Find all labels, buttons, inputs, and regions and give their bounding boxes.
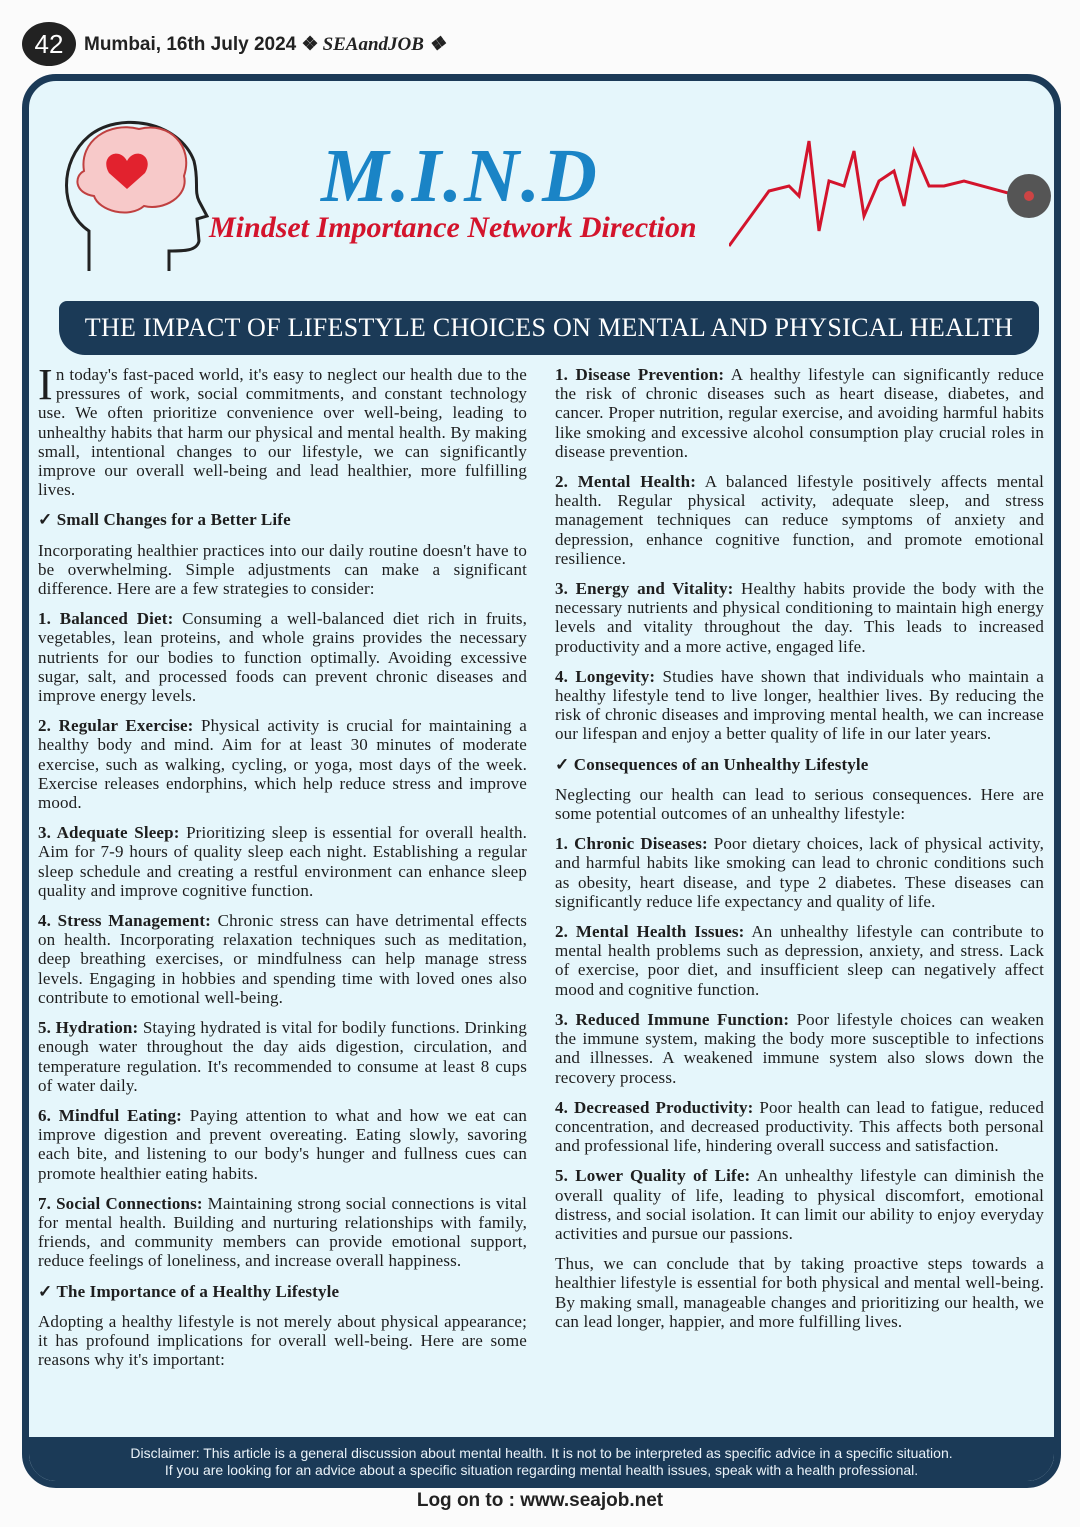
list-item: 4. Longevity: Studies have shown that individuals who maintain a healthy lifestyle tend to live longer, healthier lives. By reducing the risk of chronic diseases and improving mental health, we can increase our lifespan and enjoy a better quality of life in our later years. [555, 666, 1045, 744]
footer-link[interactable]: Log on to : www.seajob.net [416, 1490, 664, 1511]
left-column [38, 360, 528, 1380]
list-item: 1. Balanced Diet: Consuming a well-balanced diet rich in fruits, vegetables, lean proteins, and whole grains provides the necessary nutrients for our bodies to function optimally. Avoiding excessive sugar, salt, and processed foods can prevent chronic diseases and improve energy levels. [38, 609, 528, 706]
publication-brand: SEAandJOB ❖ [322, 33, 446, 55]
disclaimer [29, 1437, 1054, 1487]
disclaimer-line: If you are looking for an advice about a specific situation regarding mental health issues, speak with a health professional. [164, 1462, 919, 1478]
list-item: 5. Hydration: Staying hydrated is vital for bodily functions. Drinking enough water throughout the day aids digestion, circulation, and temperature regulation. It's recommended to consume at least 8 cups of water daily. [38, 1018, 527, 1095]
drop-cap: I [38, 360, 53, 409]
section-heading: ✓ Consequences of an Unhealthy Lifestyle [555, 754, 869, 774]
list-item: 3. Energy and Vitality: Healthy habits provide the body with the necessary nutrients and physical conditioning to maintain high energy levels and vitality throughout the day. This leads to increased productivity and a more active, engaged life. [555, 579, 1044, 656]
list-item: 5. Lower Quality of Life: An unhealthy lifestyle can diminish the overall quality of life, leading to physical discomfort, emotional distress, and social isolation. It can limit our ability to enjoy everyday activities and pursue our passions. [555, 1166, 1044, 1243]
list-item: 1. Disease Prevention: A healthy lifestyle can significantly reduce the risk of chronic diseases such as heart disease, diabetes, and cancer. Proper nutrition, regular exercise, and avoiding harmful habits like smoking and excessive alcohol consumption play crucial roles in disease prevention. [555, 365, 1044, 461]
list-item: 4. Stress Management: Chronic stress can have detrimental effects on health. Incorporating relaxation techniques such as meditation, deep breathing exercises, or mindfulness can help manage stress levels. Engaging in hobbies and spending time with loved ones also contribute to emotional well-being. [38, 911, 528, 1007]
section-intro: Adopting a healthy lifestyle is not merely about physical appearance; it has profound implications for overall well-being. Here are some reasons why it's important: [38, 1311, 527, 1370]
article-frame [22, 74, 1061, 1488]
disclaimer-line: Disclaimer: This article is a general discussion about mental health. It is not to be interpreted as specific advice in a specific situation. [130, 1445, 953, 1461]
list-item: 2. Mental Health Issues: An unhealthy lifestyle can contribute to mental health problems such as depression, anxiety, and stress. Lack of exercise, poor diet, and insufficient sleep can negatively affect mood and cognitive function. [555, 922, 1044, 999]
list-item: 7. Social Connections: Maintaining strong social connections is vital for mental health. Building and nurturing relationships with family, friends, and community members can provide emotional support, reduce feelings of loneliness, and increase overall happiness. [38, 1193, 527, 1271]
section-intro: Incorporating healthier practices into our daily routine doesn't have to be overwhelming. Simple adjustments can make a significant difference. Here are a few strategies to consider: [38, 540, 527, 599]
list-item: 2. Mental Health: A balanced lifestyle positively affects mental health. Regular physical activity, adequate sleep, and stress management techniques can reduce symptoms of anxiety and depression, enhance cognitive function, and promote emotional resilience. [555, 472, 1045, 568]
article-title: THE IMPACT OF LIFESTYLE CHOICES ON MENTAL AND PHYSICAL HEALTH [59, 301, 1039, 355]
list-item: 4. Decreased Productivity: Poor health can lead to fatigue, reduced concentration, and decreased productivity. This affects both personal and professional life, hindering overall success and satisfaction. [555, 1097, 1044, 1156]
page-number: 42 [22, 22, 76, 66]
masthead-subtitle: Mindset Importance Network Direction [209, 211, 697, 244]
list-item: 3. Adequate Sleep: Prioritizing sleep is essential for overall health. Aim for 7-9 hours of quality sleep each night. Establishing a regular sleep schedule and creating a restful environment can enhance sleep quality and improve cognitive function. [38, 823, 527, 900]
intro-paragraph: In today's fast-paced world, it's easy to neglect our health due to the pressures of work, social commitments, and constant technology use. We often prioritize convenience over well-being, leading to unhealthy habits that harm our physical and mental health. By making small, intentional changes to our lifestyle, we can significantly improve our overall well-being and lead healthier, more fulfilling lives. [38, 360, 527, 500]
list-item: 3. Reduced Immune Function: Poor lifestyle choices can weaken the immune system, making the body more susceptible to infections and illnesses. A weakened immune system also slows down the recovery process. [555, 1009, 1044, 1087]
dateline: Mumbai, 16th July 2024 ❖ [84, 33, 319, 55]
head-heart-icon [49, 101, 209, 281]
section-heading: ✓ Small Changes for a Better Life [38, 510, 291, 530]
section-intro: Neglecting our health can lead to serious consequences. Here are some potential outcomes of an unhealthy lifestyle: [555, 784, 1044, 824]
masthead-title: M.I.N.D [321, 134, 599, 218]
heartbeat-ecg-icon [729, 121, 1059, 251]
list-item: 2. Regular Exercise: Physical activity is crucial for maintaining a healthy body and mind. Aim for at least 30 minutes of moderate exercise, such as walking, cycling, or yoga, most days of the week. Exercise releases endorphins, which help reduce stress and improve mood. [38, 716, 527, 813]
list-item: 1. Chronic Diseases: Poor dietary choices, lack of physical activity, and harmful habits like smoking can lead to chronic conditions such as obesity, heart disease, and type 2 diabetes. These diseases can significantly reduce life expectancy and quality of life. [555, 834, 1044, 911]
list-item: 6. Mindful Eating: Paying attention to what and how we eat can improve digestion and prevent overeating. Eating slowly, savoring each bite, and listening to our body's hunger and fullness cues can promote healthier eating habits. [38, 1105, 527, 1183]
right-column [555, 365, 1044, 1342]
section-heading: ✓ The Importance of a Healthy Lifestyle [38, 1281, 340, 1301]
page-header [22, 22, 446, 66]
conclusion: Thus, we can conclude that by taking proactive steps towards a healthier lifestyle is essential for both physical and mental well-being. By making small, manageable changes and prioritizing our health, we can lead longer, happier, and more fulfilling lives. [555, 1254, 1044, 1331]
